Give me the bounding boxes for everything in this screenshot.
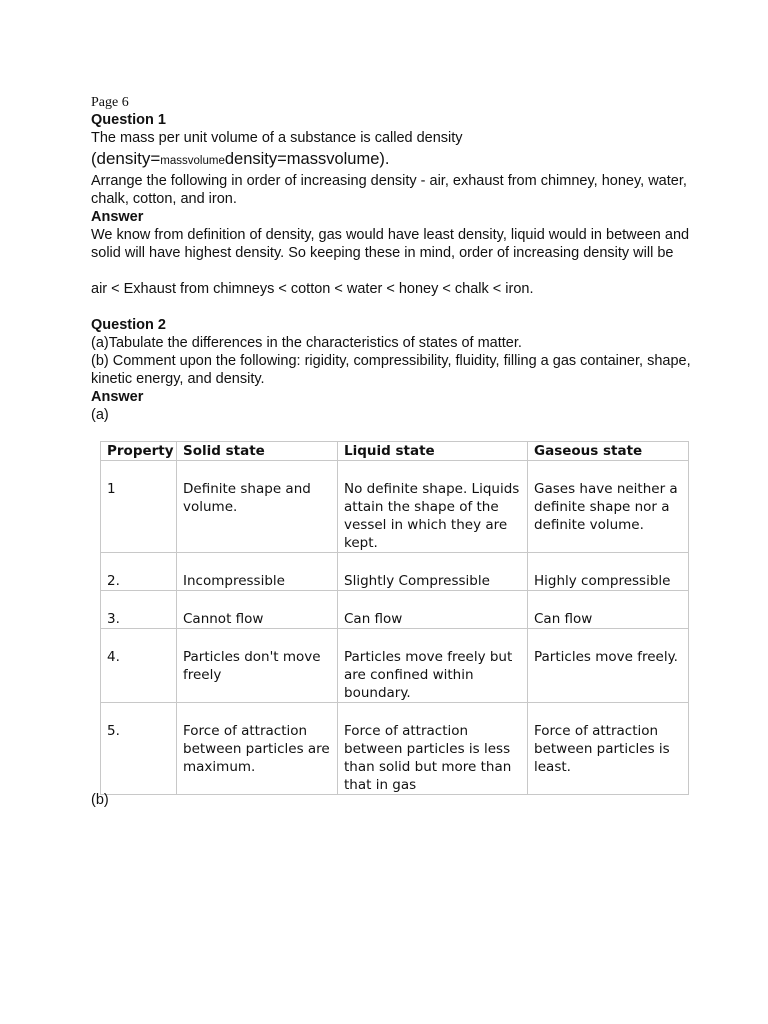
table-header-row	[101, 442, 689, 461]
table-row	[101, 629, 689, 703]
density-formula	[91, 148, 691, 172]
table-cell: Particles move freely but are confined within boundary.	[338, 629, 528, 703]
formula-fraction: massvolume	[160, 155, 225, 167]
table-row	[101, 591, 689, 629]
answer-2-a-label: (a)	[91, 407, 109, 423]
spacer	[91, 262, 691, 280]
table-cell: 5.	[101, 703, 177, 795]
table-cell: Particles don't move freely	[177, 629, 338, 703]
question-2-heading: Question 2	[91, 317, 166, 333]
question-1-heading: Question 1	[91, 112, 166, 128]
document-page	[91, 94, 691, 424]
table-cell: Force of attraction between particles are maximum.	[177, 703, 338, 795]
table-cell: Cannot flow	[177, 591, 338, 629]
table-cell: 2.	[101, 553, 177, 591]
states-of-matter-table	[100, 441, 689, 795]
table-cell: Slightly Compressible	[338, 553, 528, 591]
header-solid: Solid state	[177, 442, 338, 461]
question-1-text: The mass per unit volume of a substance is called density	[91, 130, 463, 146]
spacer	[91, 298, 691, 316]
header-liquid: Liquid state	[338, 442, 528, 461]
answer-1-heading: Answer	[91, 209, 144, 225]
table-row	[101, 703, 689, 795]
table-cell: Particles move freely.	[528, 629, 689, 703]
table-cell: Definite shape and volume.	[177, 461, 338, 553]
formula-open: (	[91, 150, 97, 168]
header-property: Property	[101, 442, 177, 461]
table-row	[101, 553, 689, 591]
table-cell: Highly compressible	[528, 553, 689, 591]
table-cell: 1	[101, 461, 177, 553]
density-order: air < Exhaust from chimneys < cotton < water < honey < chalk < iron.	[91, 281, 534, 297]
table-cell: Can flow	[528, 591, 689, 629]
table-cell: Gases have neither a definite shape nor a definite volume.	[528, 461, 689, 553]
answer-2-heading: Answer	[91, 389, 144, 405]
formula-close: ).	[379, 150, 390, 168]
header-gaseous: Gaseous state	[528, 442, 689, 461]
answer-2-b-label: (b)	[91, 792, 109, 808]
table-cell: Force of attraction between particles is less than solid but more than that in gas	[338, 703, 528, 795]
question-2-part-b: (b) Comment upon the following: rigidity, compressibility, fluidity, filling a gas container, shape, kinetic energy, and density.	[91, 353, 691, 387]
table-cell: Force of attraction between particles is least.	[528, 703, 689, 795]
formula-linear: density=massvolume	[224, 150, 380, 168]
table-cell: Can flow	[338, 591, 528, 629]
answer-1-text: We know from definition of density, gas would have least density, liquid would in between and solid will have highest density. So keeping these in mind, order of increasing density will be	[91, 227, 690, 261]
page-label: Page 6	[91, 95, 129, 110]
table-cell: 4.	[101, 629, 177, 703]
table-cell: No definite shape. Liquids attain the shape of the vessel in which they are kept.	[338, 461, 528, 553]
question-1-arrange: Arrange the following in order of increasing density - air, exhaust from chimney, honey, water, chalk, cotton, and iron.	[91, 173, 687, 207]
table-cell: Incompressible	[177, 553, 338, 591]
question-2-part-a: (a)Tabulate the differences in the characteristics of states of matter.	[91, 335, 522, 351]
table-row	[101, 461, 689, 553]
table-cell: 3.	[101, 591, 177, 629]
formula-lhs: density=	[96, 149, 161, 168]
